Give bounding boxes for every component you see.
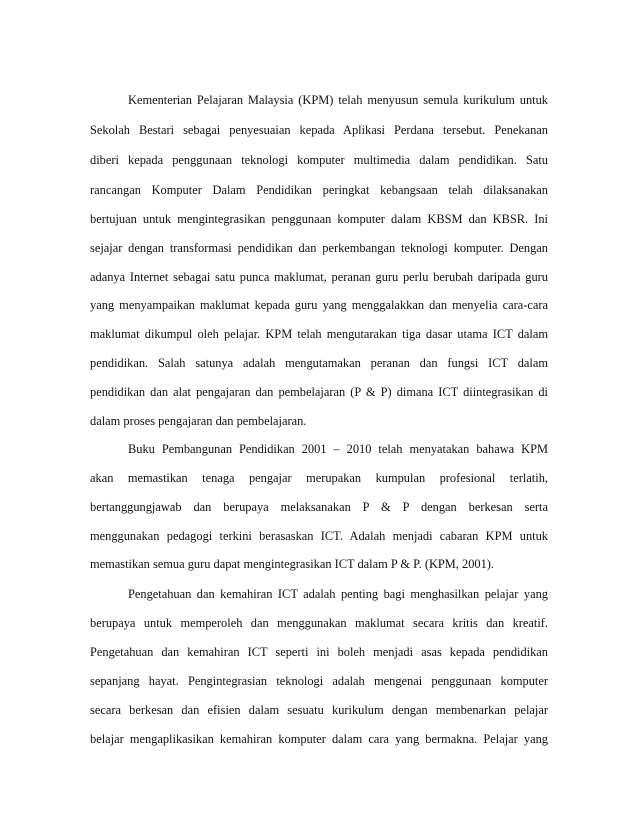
text-line: sepanjang hayat. Pengintegrasian teknologi adalah mengenai penggunaan komputer xyxy=(90,674,548,688)
text-line: maklumat dikumpul oleh pelajar. KPM telah mengutarakan tiga dasar utama ICT dalam xyxy=(90,327,548,341)
text-line: Pengetahuan dan kemahiran ICT seperti ini boleh menjadi asas kepada pendidikan xyxy=(90,645,548,659)
text-line: Buku Pembangunan Pendidikan 2001 – 2010 telah menyatakan bahawa KPM xyxy=(128,442,548,456)
text-line: pendidikan dan alat pengajaran dan pembelajaran (P & P) dimana ICT diintegrasikan di xyxy=(90,385,548,399)
text-line: pendidikan. Salah satunya adalah mengutamakan peranan dan fungsi ICT dalam xyxy=(90,356,548,370)
text-line: Pengetahuan dan kemahiran ICT adalah penting bagi menghasilkan pelajar yang xyxy=(128,587,548,601)
text-line: diberi kepada penggunaan teknologi komputer multimedia dalam pendidikan. Satu xyxy=(90,153,548,167)
text-line: berupaya untuk memperoleh dan menggunakan maklumat secara kritis dan kreatif. xyxy=(90,616,548,630)
text-line: rancangan Komputer Dalam Pendidikan peringkat kebangsaan telah dilaksanakan xyxy=(90,183,548,197)
text-line: akan memastikan tenaga pengajar merupakan kumpulan profesional terlatih, xyxy=(90,471,548,485)
text-line: Sekolah Bestari sebagai penyesuaian kepada Aplikasi Perdana tersebut. Penekanan xyxy=(90,123,548,137)
text-line: adanya Internet sebagai satu punca maklumat, peranan guru perlu berubah daripada guru xyxy=(90,270,548,284)
text-line: memastikan semua guru dapat mengintegrasikan ICT dalam P & P. (KPM, 2001). xyxy=(90,557,495,571)
text-line: menggunakan pedagogi terkini berasaskan ICT. Adalah menjadi cabaran KPM untuk xyxy=(90,529,548,543)
text-line: bertujuan untuk mengintegrasikan penggunaan komputer dalam KBSM dan KBSR. Ini xyxy=(90,212,548,226)
text-line: bertanggungjawab dan berupaya melaksanakan P & P dengan berkesan serta xyxy=(90,500,548,514)
text-line: Kementerian Pelajaran Malaysia (KPM) telah menyusun semula kurikulum untuk xyxy=(128,93,548,107)
text-line: belajar mengaplikasikan kemahiran komputer dalam cara yang bermakna. Pelajar yang xyxy=(90,732,548,746)
text-line: sejajar dengan transformasi pendidikan dan perkembangan teknologi komputer. Dengan xyxy=(90,241,548,255)
text-line: yang menyampaikan maklumat kepada guru yang menggalakkan dan menyelia cara-cara xyxy=(90,298,548,312)
text-line: dalam proses pengajaran dan pembelajaran. xyxy=(90,414,307,428)
text-line: secara berkesan dan efisien dalam sesuatu kurikulum dengan membenarkan pelajar xyxy=(90,703,548,717)
